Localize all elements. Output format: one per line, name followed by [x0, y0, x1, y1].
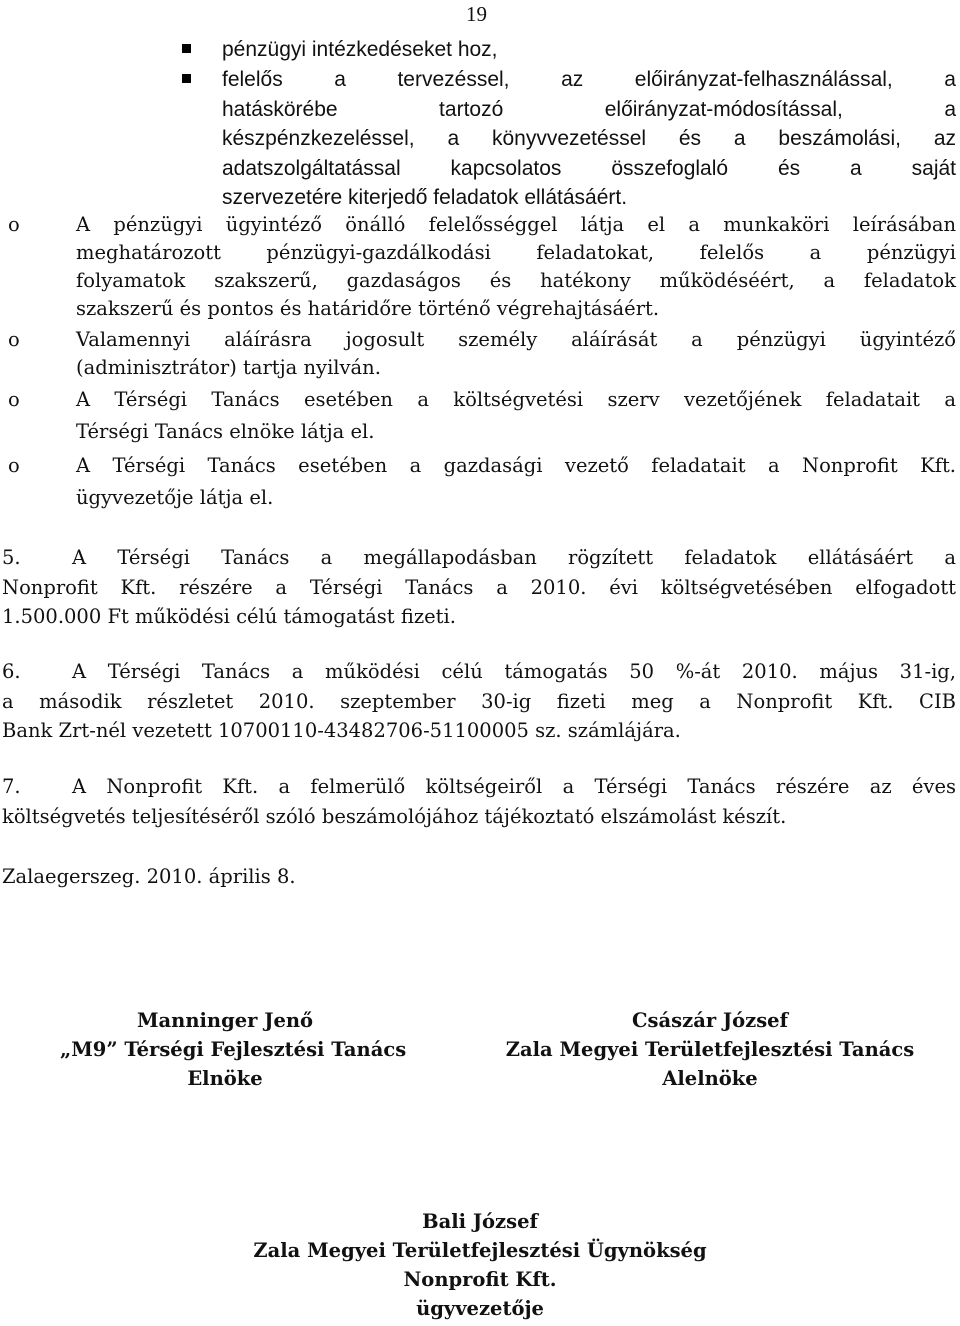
text-line: pénzügyi intézkedéseket hoz, [222, 38, 498, 61]
text-line: A Térségi Tanács esetében a költségvetési szerv vezetőjének feladatait a [76, 388, 956, 411]
text-line: 6. A Térségi Tanács a működési célú támogatás 50 %-át 2010. május 31-ig, [2, 657, 956, 687]
signature-block-left [60, 1006, 407, 1093]
text-line: meghatározott pénzügyi-gazdálkodási feladatokat, felelős a pénzügyi [76, 241, 956, 264]
square-item [222, 65, 956, 213]
signer-name: Császár József [632, 1009, 788, 1032]
o-list-item [8, 326, 956, 382]
text-line: A Térségi Tanács esetében a gazdasági vezető feladatait a Nonprofit Kft. [76, 454, 956, 477]
signer-organization: „M9” Térségi Fejlesztési Tanács [60, 1038, 407, 1061]
text-line: folyamatok szakszerű, gazdaságos és hatékony működéséért, a feladatok [76, 269, 956, 292]
text-line: (adminisztrátor) tartja nyilván. [76, 356, 381, 379]
o-list-item [8, 384, 956, 448]
text-line: Valamennyi aláírásra jogosult személy aláírását a pénzügyi ügyintéző [76, 328, 956, 351]
text-line: felelős a tervezéssel, az előirányzat-felhasználással, a [222, 68, 956, 91]
signer-organization: Zala Megyei Területfejlesztési Tanács [505, 1038, 915, 1061]
page-number: 19 [466, 2, 487, 26]
paragraph-number: 7. [2, 775, 21, 798]
signature-block-bottom [210, 1207, 750, 1323]
signer-name: Bali József [422, 1210, 538, 1233]
text-line: 1.500.000 Ft működési célú támogatást fizeti. [2, 605, 456, 628]
text-line: ügyvezetője látja el. [76, 486, 274, 509]
text-line: 7. A Nonprofit Kft. a felmerülő költségeiről a Térségi Tanács részére az éves [2, 772, 956, 802]
text-line: szervezetére kiterjedő feladatok ellátásáért. [222, 186, 628, 209]
text-line: 5. A Térségi Tanács a megállapodásban rögzített feladatok ellátásáért a [2, 543, 956, 573]
text-line: Bank Zrt-nél vezetett 10700110-43482706-51100005 sz. számlájára. [2, 719, 681, 742]
text-line: Térségi Tanács elnöke látja el. [76, 420, 375, 443]
text-line: a második részletet 2010. szeptember 30-ig fizeti meg a Nonprofit Kft. CIB [2, 689, 956, 713]
circle-bullet-icon: o [8, 388, 20, 411]
text-line: Nonprofit Kft. részére a Térségi Tanács a 2010. évi költségvetésében elfogadott [2, 575, 956, 599]
signer-name: Manninger Jenő [136, 1009, 314, 1032]
paragraph-number: 6. [2, 660, 21, 683]
paragraph-number: 5. [2, 546, 21, 569]
square-bullet-icon [182, 74, 191, 83]
square-bullet-icon [182, 44, 191, 53]
paragraph-6 [2, 657, 956, 746]
text-line: A pénzügyi ügyintéző önálló felelősséggel látja el a munkaköri leírásában [76, 213, 956, 236]
signer-role: Alelnöke [662, 1067, 758, 1090]
circle-bullet-icon: o [8, 454, 20, 477]
signature-block-right [470, 1006, 950, 1093]
signer-organization: Zala Megyei Területfejlesztési Ügynökség [253, 1239, 707, 1262]
circle-bullet-icon: o [8, 328, 20, 351]
text-line: szakszerű és pontos és határidőre történő végrehajtásáért. [76, 297, 660, 320]
paragraph-5 [2, 543, 956, 632]
paragraph-7 [2, 772, 956, 831]
text-line: készpénzkezeléssel, a könyvvezetéssel és a beszámolási, az [222, 127, 956, 150]
text-line: hatáskörébe tartozó előirányzat-módosítással, a [222, 97, 956, 121]
signer-role: Nonprofit Kft. [403, 1268, 557, 1291]
signer-role-line-2: ügyvezetője [416, 1297, 544, 1320]
square-item [222, 35, 956, 65]
place-date: Zalaegerszeg. 2010. április 8. [2, 865, 296, 888]
signer-role: Elnöke [187, 1067, 263, 1090]
o-list-item [8, 450, 956, 514]
text-line: adatszolgáltatással kapcsolatos összefoglaló és a saját [222, 156, 956, 180]
circle-bullet-icon: o [8, 213, 20, 236]
o-list-item [8, 211, 956, 323]
text-line: költségvetés teljesítéséről szóló beszámolójához tájékoztató elszámolást készít. [2, 804, 787, 828]
